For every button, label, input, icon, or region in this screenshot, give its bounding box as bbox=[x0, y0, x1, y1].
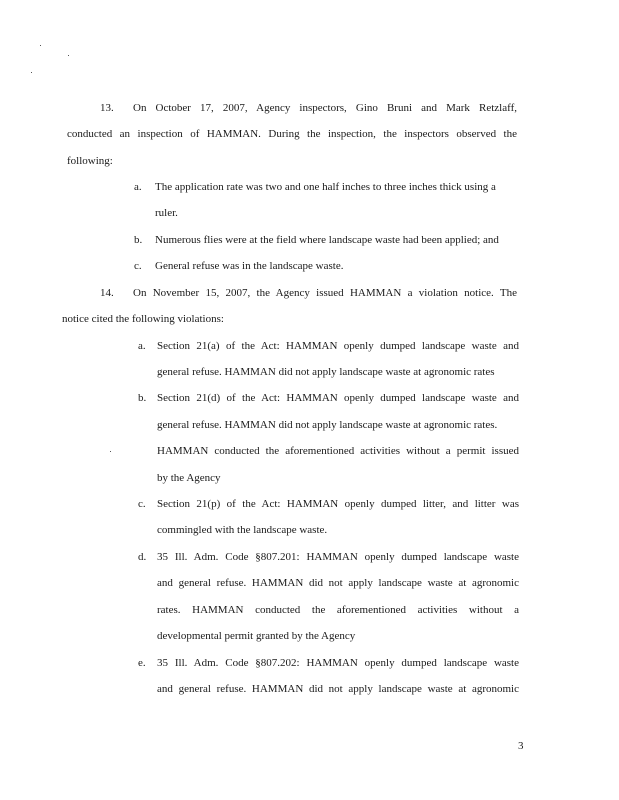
item-13c-line-1: General refuse was in the landscape waste. bbox=[155, 260, 344, 272]
item-14d-line-3: rates. HAMMAN conducted the aforementioned activities without a bbox=[157, 604, 519, 616]
item-14e-line-2: and general refuse. HAMMAN did not apply landscape waste at agronomic bbox=[157, 683, 519, 695]
scan-speck bbox=[40, 45, 41, 46]
paragraph-13-line-3: following: bbox=[67, 155, 113, 167]
paragraph-14-number: 14. bbox=[100, 287, 114, 299]
paragraph-13-line-1: On October 17, 2007, Agency inspectors, Gino Bruni and Mark Retzlaff, bbox=[133, 102, 517, 114]
item-13b-marker: b. bbox=[134, 234, 143, 246]
item-14a-marker: a. bbox=[138, 340, 146, 352]
item-14b-marker: b. bbox=[138, 392, 147, 404]
item-14a-line-2: general refuse. HAMMAN did not apply landscape waste at agronomic rates bbox=[157, 366, 495, 378]
item-14c-line-2: commingled with the landscape waste. bbox=[157, 524, 328, 536]
item-14d-line-4: developmental permit granted by the Agency bbox=[157, 630, 356, 642]
scan-speck bbox=[110, 451, 111, 452]
paragraph-14-line-1: On November 15, 2007, the Agency issued HAMMAN a violation notice. The bbox=[133, 287, 517, 299]
item-14e-line-1: 35 Ill. Adm. Code §807.202: HAMMAN openly dumped landscape waste bbox=[157, 657, 519, 669]
item-14d-marker: d. bbox=[138, 551, 147, 563]
item-13a-line-2: ruler. bbox=[155, 207, 178, 219]
item-14c-marker: c. bbox=[138, 498, 146, 510]
paragraph-14-line-2: notice cited the following violations: bbox=[62, 313, 224, 325]
item-14b-line-1: Section 21(d) of the Act: HAMMAN openly dumped landscape waste and bbox=[157, 392, 519, 404]
item-14b-line-4: by the Agency bbox=[157, 472, 221, 484]
scan-speck bbox=[31, 72, 32, 73]
paragraph-13-number: 13. bbox=[100, 102, 114, 114]
item-14b-line-2: general refuse. HAMMAN did not apply landscape waste at agronomic rates. bbox=[157, 419, 498, 431]
item-13a-marker: a. bbox=[134, 181, 142, 193]
item-14a-line-1: Section 21(a) of the Act: HAMMAN openly dumped landscape waste and bbox=[157, 340, 519, 352]
page-number: 3 bbox=[518, 740, 524, 752]
scan-speck bbox=[68, 55, 69, 56]
item-14e-marker: e. bbox=[138, 657, 146, 669]
item-14d-line-2: and general refuse. HAMMAN did not apply landscape waste at agronomic bbox=[157, 577, 519, 589]
item-13a-line-1: The application rate was two and one half inches to three inches thick using a bbox=[155, 181, 496, 193]
item-14b-line-3: HAMMAN conducted the aforementioned activities without a permit issued bbox=[157, 445, 519, 457]
paragraph-13-line-2: conducted an inspection of HAMMAN. During the inspection, the inspectors observed the bbox=[67, 128, 517, 140]
item-13c-marker: c. bbox=[134, 260, 142, 272]
item-14c-line-1: Section 21(p) of the Act: HAMMAN openly dumped litter, and litter was bbox=[157, 498, 519, 510]
item-13b-line-1: Numerous flies were at the field where landscape waste had been applied; and bbox=[155, 234, 499, 246]
item-14d-line-1: 35 Ill. Adm. Code §807.201: HAMMAN openly dumped landscape waste bbox=[157, 551, 519, 563]
